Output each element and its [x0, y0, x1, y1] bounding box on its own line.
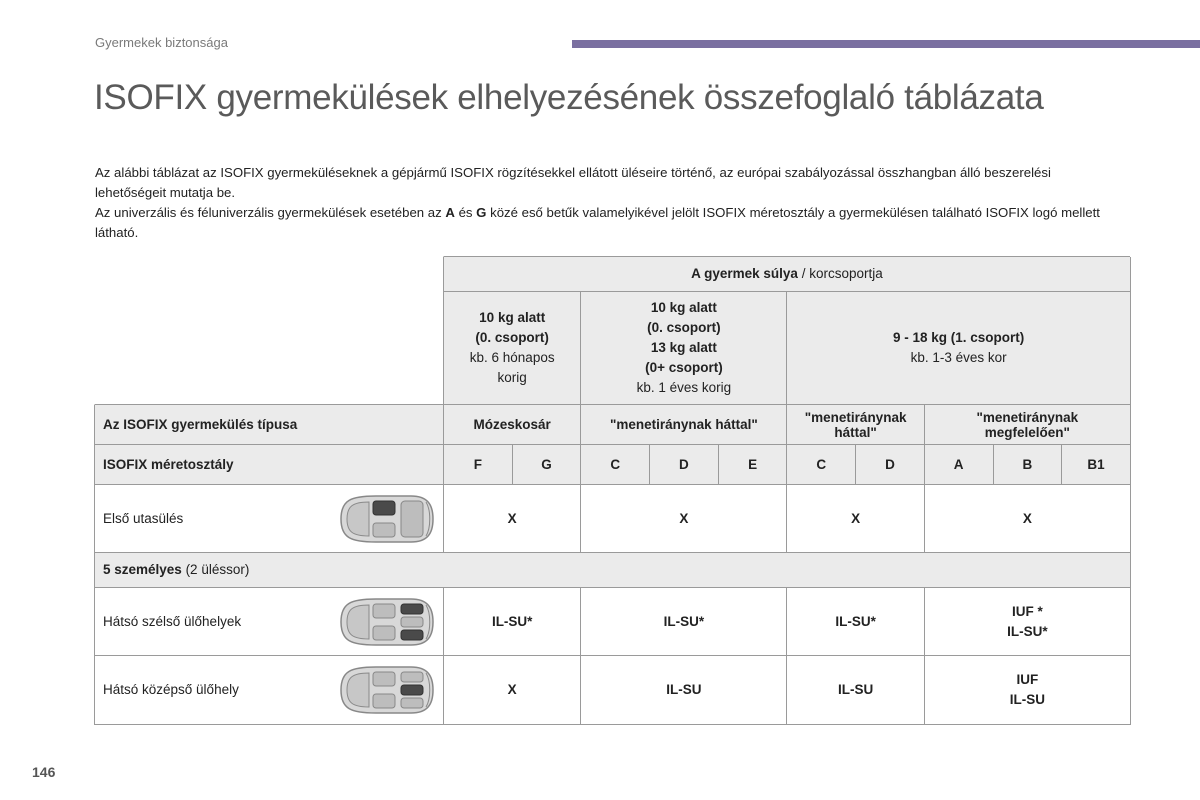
size-label: ISOFIX méretosztály — [95, 445, 444, 485]
size-class-cell: B1 — [1062, 445, 1131, 485]
type-label: Az ISOFIX gyermekülés típusa — [95, 405, 444, 445]
intro-paragraph-2 — [95, 203, 1115, 243]
page-title: ISOFIX gyermekülések elhelyezésének összefoglaló táblázata — [94, 78, 1044, 117]
weight-header-bold: A gyermek súlya — [691, 266, 798, 281]
section-accent-bar — [572, 40, 1200, 48]
car-front-seat-icon — [331, 490, 437, 548]
type-carrycot: Mózeskosár — [444, 405, 581, 445]
intro-text-part: közé eső betűk valamelyikével jelölt ISOFIX méretosztály a gyermekülésen található ISOFIX logó mellett látható. — [95, 205, 1100, 240]
front-forward-value: X — [925, 485, 1131, 553]
row-rear-center — [95, 656, 444, 725]
type-forward-facing: "menetiránynak megfelelően" — [925, 405, 1131, 445]
group-1-line: 9 - 18 kg (1. csoport) — [893, 330, 1025, 345]
rear-outer-label: Hátsó szélső ülőhelyek — [103, 613, 242, 629]
rear-center-forward-line: IL-SU — [1009, 692, 1045, 707]
group-0plus-line: (0+ csoport) — [645, 360, 723, 375]
rear-outer-forward-line: IL-SU* — [1007, 623, 1048, 639]
front-rear-facing-value: X — [581, 485, 787, 553]
row-rear-outer — [95, 588, 444, 656]
rear-center-group1-rear-value: IL-SU — [787, 656, 924, 725]
five-seat-heading — [95, 553, 1131, 588]
five-seat-bold: 5 személyes — [103, 562, 182, 577]
group-0plus-line: 10 kg alatt — [650, 300, 717, 315]
size-class-cell: D — [856, 445, 925, 485]
size-class-cell: C — [787, 445, 856, 485]
group-1-line: kb. 1-3 éves kor — [910, 350, 1007, 365]
group-0plus-cell — [581, 292, 787, 405]
table-corner-blank — [94, 256, 444, 405]
size-class-cell: E — [719, 445, 788, 485]
intro-text-part: Az univerzális és féluniverzális gyermekülések esetében az — [95, 205, 446, 220]
front-carrycot-value: X — [444, 485, 581, 553]
intro-text-part: és — [454, 205, 477, 220]
rear-outer-carrycot-value: IL-SU* — [444, 588, 581, 656]
five-seat-rest: (2 üléssor) — [181, 562, 250, 577]
size-class-cell: C — [581, 445, 650, 485]
rear-outer-rear-facing-value: IL-SU* — [581, 588, 787, 656]
car-rear-center-icon — [331, 661, 437, 719]
rear-center-forward-line: IUF — [1016, 672, 1039, 687]
rear-outer-forward-value — [925, 588, 1131, 656]
intro-text — [95, 163, 1115, 243]
group-0plus-line: 13 kg alatt — [650, 340, 717, 355]
row-front-seat — [95, 485, 444, 553]
rear-center-label: Hátsó középső ülőhely — [103, 682, 239, 697]
car-rear-outer-icon — [331, 593, 437, 651]
rear-outer-group1-rear-value: IL-SU* — [787, 588, 924, 656]
group-0-line: korig — [497, 370, 527, 385]
intro-paragraph-1: Az alábbi táblázat az ISOFIX gyermeküléseknek a gépjármű ISOFIX rögzítésekkel ellátott üléseire történő, az európai szabályozással összhangban álló beszerelési lehetőségeit mutatja be. — [95, 165, 1051, 200]
page-number: 146 — [32, 764, 56, 780]
front-seat-label: Első utasülés — [103, 510, 184, 526]
intro-bold-g: G — [476, 205, 487, 220]
size-class-cell: D — [650, 445, 719, 485]
rear-center-forward-value — [925, 656, 1131, 725]
type-rear-facing-0plus: "menetiránynak háttal" — [581, 405, 787, 445]
group-1-cell — [787, 292, 1130, 405]
size-class-cell: F — [444, 445, 513, 485]
rear-center-rear-facing-value: IL-SU — [581, 656, 787, 725]
weight-header-rest: / korcsoportja — [797, 266, 883, 281]
rear-center-carrycot-value: X — [444, 656, 581, 725]
isofix-table — [94, 256, 1130, 725]
group-0-cell — [444, 292, 581, 405]
section-name: Gyermekek biztonsága — [95, 35, 228, 50]
size-class-cell: B — [994, 445, 1063, 485]
front-group1-rear-value: X — [787, 485, 924, 553]
group-0plus-line: (0. csoport) — [647, 320, 721, 335]
group-0-line: 10 kg alatt — [479, 310, 546, 325]
group-0-line: kb. 6 hónapos — [469, 350, 555, 365]
rear-outer-forward-line: IUF * — [1011, 603, 1043, 619]
size-class-cell: A — [925, 445, 994, 485]
weight-header — [444, 257, 1131, 292]
group-0plus-line: kb. 1 éves korig — [636, 380, 732, 395]
type-rear-facing-1: "menetiránynak háttal" — [787, 405, 924, 445]
size-class-cell: G — [513, 445, 582, 485]
group-0-line: (0. csoport) — [475, 330, 549, 345]
intro-bold-a: A — [445, 205, 455, 220]
